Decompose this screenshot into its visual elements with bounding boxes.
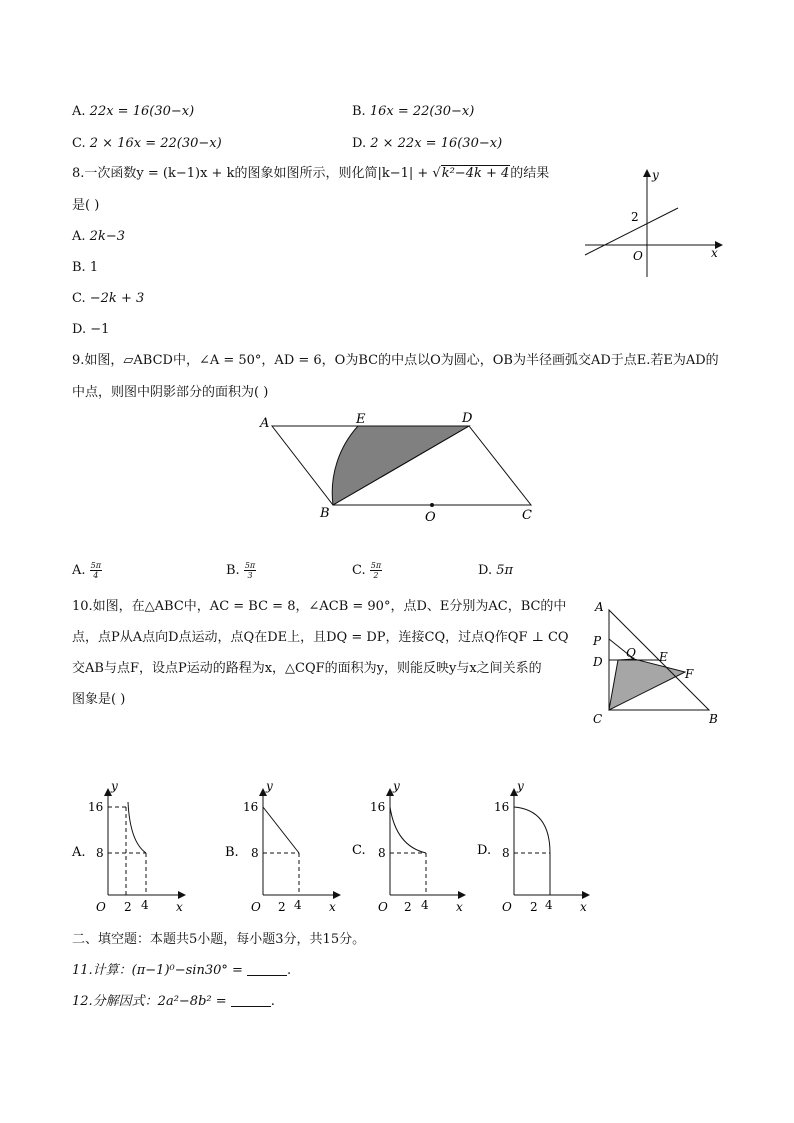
q8-y-label: y [652, 168, 659, 182]
q10-figure [585, 595, 730, 730]
q7-option-a-label: A. [72, 104, 86, 119]
q7-option-b-text: 16x = 22(30−x) [369, 104, 475, 119]
q8-sqrt-radicand: k²−4k + 4 [441, 166, 510, 181]
q10-stem-line3: 交AB与点F，设点P运动的路程为x，△CQF的面积为y，则能反映y与x之间关系的 [72, 661, 542, 676]
q9-option-c-fraction: $\frac{5\pi}{2}$ [370, 561, 382, 580]
q9-stem-line2: 中点，则图中阴影部分的面积为( ) [72, 385, 269, 400]
q10-graph-d-y-label: y [517, 779, 524, 793]
q8-option-a-label: A. [72, 229, 86, 244]
q7-option-b-label: B. [352, 104, 366, 119]
q9-label-d: D [462, 411, 473, 426]
q9-option-b-fraction: $\frac{5\pi}{3}$ [244, 561, 256, 580]
q8-option-a-text: 2k−3 [89, 229, 125, 244]
q10-label-b: B [709, 712, 718, 726]
q10-graph-d-x-label: x [580, 900, 587, 914]
q10-graph-d-tick-8: 8 [502, 846, 510, 860]
q8-option-a [72, 229, 125, 245]
q10-graph-c [350, 780, 470, 920]
q9-figure [255, 405, 545, 525]
q12-answer-blank [231, 994, 271, 1007]
q10-graph-b [225, 780, 345, 920]
q7-option-c-text: 2 × 16x = 22(30−x) [89, 136, 222, 151]
q10-stem-line1: 10.如图，在△ABC中，AC = BC = 8，∠ACB = 90°，点D、E分别为AC，BC的中 [72, 599, 567, 614]
q12-stem-text: 12.分解因式：2a²−8b² = [72, 994, 231, 1009]
q10-graph-c-x-label: x [456, 900, 463, 914]
q10-graph-a-y-label: y [111, 779, 118, 793]
q8-stem-tail: 的结果 [510, 166, 550, 181]
q7-option-c [72, 136, 222, 152]
q10-graph-c-tick-8: 8 [378, 846, 386, 860]
q12-stem-tail: . [270, 994, 275, 1009]
q8-option-d-label: D. [72, 322, 87, 337]
q9-option-b-label: B. [226, 563, 240, 578]
q10-graph-b-tick-x4: 4 [294, 898, 302, 912]
q10-graph-c-label: C. [352, 843, 366, 858]
q8-origin-label: O [633, 249, 643, 263]
q8-stem [72, 166, 549, 182]
q7-option-d-text: 2 × 22x = 16(30−x) [370, 136, 503, 151]
q10-graph-c-x-arrow-icon [458, 891, 466, 899]
q10-graph-a-tick-x2: 2 [124, 900, 132, 914]
q10-graph-d [476, 780, 596, 920]
q10-label-p: P [593, 634, 602, 648]
q9-option-d [478, 563, 513, 579]
q9-center-dot [430, 503, 434, 507]
q8-option-b-label: B. [72, 260, 86, 275]
q8-sqrt-symbol: √ [432, 166, 441, 181]
section-heading: 二、填空题：本题共5小题，每小题3分，共15分。 [72, 932, 366, 947]
q9-option-a-label: A. [72, 563, 86, 578]
q8-stem-text: 8.一次函数y = (k−1)x + k的图象如图所示，则化简|k−1| + [72, 166, 433, 181]
q10-graph-d-tick-x2: 2 [530, 900, 538, 914]
q9-option-d-label: D. [478, 563, 493, 578]
q10-graph-c-tick-x4: 4 [421, 898, 429, 912]
q9-stem-line1: 9.如图，▱ABCD中，∠A = 50°，AD = 6，O为BC的中点以O为圆心，OB为半径画弧交AD于点E.若E为AD的 [72, 353, 719, 368]
q10-shaded-triangle [609, 659, 685, 710]
q8-intercept-label: 2 [631, 210, 639, 224]
q8-option-c [72, 291, 144, 307]
q11-stem-text: 11.计算：(π−1)⁰−sin30° = [72, 963, 248, 978]
q9-label-o: O [425, 510, 436, 525]
q9-label-c: C [522, 508, 532, 523]
q10-graph-b-tick-8: 8 [251, 846, 259, 860]
q10-graph-c-origin: O [378, 900, 388, 914]
q10-graph-b-tick-x2: 2 [278, 900, 286, 914]
q10-graph-c-curve [390, 807, 426, 853]
q10-label-c: C [593, 712, 603, 726]
q8-option-d-text: −1 [90, 322, 110, 337]
q9-label-a: A [260, 416, 270, 431]
q10-graph-d-origin: O [502, 900, 512, 914]
q10-graph-b-y-label: y [266, 779, 273, 793]
q8-stem-line2: 是( ) [72, 198, 100, 213]
q10-label-d: D [593, 655, 603, 669]
q10-graph-a-origin: O [96, 900, 106, 914]
q10-label-q: Q [626, 646, 636, 660]
q10-graph-a-x-label: x [176, 900, 183, 914]
q10-graph-c-tick-16: 16 [370, 800, 386, 814]
q10-label-e: E [659, 650, 668, 664]
q10-stem-line2: 点，点P从A点向D点运动，点Q在DE上，且DQ = DP，连接CQ，过点Q作QF ⊥ CQ [72, 630, 569, 645]
q9-option-c [352, 561, 382, 580]
q8-figure [580, 165, 730, 285]
q9-option-c-label: C. [352, 563, 366, 578]
q10-graph-d-curve [514, 807, 550, 853]
q8-option-b [72, 260, 98, 276]
q8-option-b-text: 1 [89, 260, 99, 275]
q7-option-a-text: 22x = 16(30−x) [89, 104, 195, 119]
q10-graph-b-origin: O [251, 900, 261, 914]
q7-option-b [352, 104, 474, 120]
q10-graph-b-line [263, 807, 299, 853]
q11-answer-blank [247, 963, 287, 976]
q9-option-a-fraction: $\frac{5\pi}{4}$ [90, 561, 102, 580]
q8-option-c-label: C. [72, 291, 86, 306]
q10-stem-line4: 图象是( ) [72, 692, 126, 707]
q10-graph-b-x-label: x [329, 900, 336, 914]
q10-graph-d-x-arrow-icon [582, 891, 590, 899]
q10-graph-a-tick-8: 8 [96, 846, 104, 860]
q12-stem [72, 994, 275, 1010]
q8-option-d [72, 322, 109, 338]
q10-label-a: A [595, 600, 604, 614]
q8-option-c-text: −2k + 3 [89, 291, 145, 306]
q11-stem [72, 963, 291, 979]
q10-graph-c-tick-x2: 2 [404, 900, 412, 914]
q10-label-f: F [685, 667, 694, 681]
q7-option-d-label: D. [352, 136, 367, 151]
q10-graph-b-label: B. [225, 845, 239, 860]
q10-graph-c-y-label: y [393, 779, 400, 793]
q10-graph-b-x-arrow-icon [333, 891, 341, 899]
q9-option-b [226, 561, 256, 580]
q10-graph-a-curve [128, 802, 146, 853]
q10-graph-a-label: A. [72, 845, 86, 860]
q7-option-d [352, 136, 502, 152]
q10-graph-a-x-arrow-icon [178, 891, 186, 899]
q9-option-d-text: 5π [496, 563, 514, 578]
q10-graph-a-tick-x4: 4 [141, 898, 149, 912]
q7-option-c-label: C. [72, 136, 86, 151]
q10-graph-b-tick-16: 16 [243, 800, 259, 814]
q9-label-e: E [356, 412, 366, 427]
q9-label-b: B [320, 506, 330, 521]
q11-stem-tail: . [287, 963, 292, 978]
q10-graph-d-tick-x4: 4 [545, 898, 553, 912]
q9-option-a [72, 561, 102, 580]
q10-graph-d-tick-16: 16 [494, 800, 510, 814]
q10-graph-a [70, 780, 190, 920]
q10-graph-d-label: D. [477, 843, 492, 858]
q7-option-a [72, 104, 194, 120]
q8-x-label: x [711, 246, 718, 260]
q10-graph-a-tick-16: 16 [88, 800, 104, 814]
q8-y-arrow-icon [643, 169, 651, 177]
